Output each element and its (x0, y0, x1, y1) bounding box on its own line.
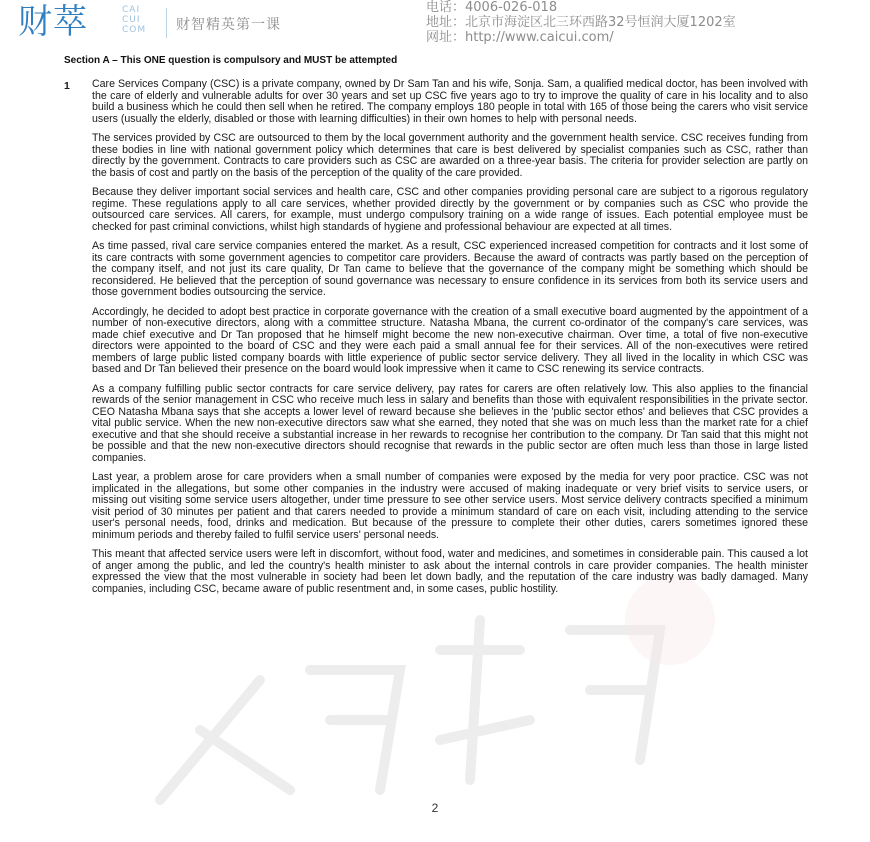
logo-slogan: 财智精英第一课 (176, 17, 281, 33)
logo-latin-line: COM (122, 25, 147, 35)
logo-latin (122, 5, 152, 35)
contact-website: 网址：http://www.caicui.com/ (426, 30, 614, 45)
logo-latin-line: CAI (122, 5, 141, 15)
paragraph: As a company fulfilling public sector contracts for care service delivery, pay rates for carers are often relatively low. This also applies to the financial rewards of the senior management in CSC who receive much less in salary and benefits than those with equivalent responsibilities in the private sector. CEO Natasha Mbana says that she accepts a lower level of reward because she believes in the 'public sector ethos' and believes that CSC provides a vital public service. When the new non-executive directors saw what she earned, they noted that she was on much less than the market rate for a chief executive and that she should receive a substantial increase in her rewards to recognise her contribution to the company. Dr Tan said that this might not be possible and that the new non-executive directors should recognise that rewards in the public sector are often much less than those in large listed companies. (92, 382, 808, 464)
page-number: 2 (431, 801, 439, 815)
question-body (92, 79, 808, 603)
paragraph: Accordingly, he decided to adopt best practice in corporate governance with the creation of a small executive board augmented by the appointment of a number of non-executive directors, along with a committee structure. Natasha Mbana, the current co-ordinator of the company's care services, was made chief executive and Dr Tan proposed that he himself might become the new non-executive chairman. Over time, a total of five non-executive directors were appointed to the board of CSC and they were each paid a small annual fee for their services. All of the non-executives were retired members of large public listed company boards with little experience of public sector service delivery. They all lived in the locality in which CSC was based and Dr Tan believed their presence on the board would look impressive when it came to CSC renewing its service contracts. (92, 305, 808, 375)
paragraph: As time passed, rival care service companies entered the market. As a result, CSC experienced increased competition for contracts and it lost some of its care contracts with some government agencies to competitor care providers. Because the award of contracts was partly based on the perception of the company itself, and not just its care quality, Dr Tan came to believe that the governance of the company might be something which should be reconsidered. He believed that the perception of sound governance was necessary to ensure confidence in its services from both its service users and those government bodies outsourcing the service. (92, 240, 808, 298)
logo-divider (166, 8, 167, 38)
logo-latin-line: CUI (122, 15, 141, 25)
contact-address: 地址：北京市海淀区北三环西路32号恒润大厦1202室 (426, 15, 736, 30)
question-number: 1 (64, 80, 70, 92)
contact-info (426, 0, 736, 45)
page-header (18, 2, 858, 46)
section-title: Section A – This ONE question is compulsory and MUST be attempted (64, 55, 398, 66)
paragraph: Last year, a problem arose for care providers when a small number of companies were exposed by the media for very poor practice. CSC was not implicated in the allegations, but some other companies in the industry were accused of making inadequate or very brief visits to service users, or missing out visiting some service users altogether, under time pressure to see other service users. Most service delivery contracts specified a minimum visit period of 30 minutes per patient and that carers needed to provide a minimum standard of care on each visit, including attending to the service user's personal needs, food, drinks and medication. But because of the pressure to complete their other duties, carers sometimes ignored these minimum periods and thereby failed to fulfil service users' personal needs. (92, 471, 808, 541)
contact-phone: 电话：4006-026-018 (426, 0, 558, 15)
paragraph: Care Services Company (CSC) is a private company, owned by Dr Sam Tan and his wife, Sonja. Sam, a qualified medical doctor, has been involved with the care of elderly and vulnerable adults for over 30 years and set up CSC five years ago to try to improve the quality of care in his locality and to also build a business which he could then sell when he retired. The company employs 180 people in total with 165 of those being the carers who visit service users (usually the elderly, disabled or those with learning difficulties) in their own homes to help with personal needs. (92, 78, 808, 125)
paragraph: The services provided by CSC are outsourced to them by the local government authority and the government health service. CSC receives funding from these bodies in line with national government policy which determines that care is best delivered by specialist companies such as CSC, rather than directly by the government. Contracts to care providers such as CSC are awarded on a three-year basis. The criteria for provider selection are partly on the basis of cost and partly on the basis of the perception of the quality of the care provided. (92, 132, 808, 179)
logo-chinese: 财萃 (18, 2, 88, 42)
paragraph: This meant that affected service users were left in discomfort, without food, water and medicines, and sometimes in considerable pain. This caused a lot of anger among the public, and led the country's health minister to ask about the internal controls in care provider companies. The health minister expressed the view that the most vulnerable in society had been let down badly, and the reputation of the care industry was badly damaged. Many companies, including CSC, became aware of public resentment and, in some cases, public hostility. (92, 548, 808, 595)
paragraph: Because they deliver important social services and health care, CSC and other companies providing personal care are subject to a rigorous regulatory regime. These regulations apply to all care services, whether provided directly by the government or by companies such as CSC who provide the outsourced care services. All carers, for example, must undergo compulsory training on a wide range of issues. Each potential employee must be checked for past criminal convictions, whilst high standards of hygiene and professional behaviour are expected at all times. (92, 186, 808, 233)
